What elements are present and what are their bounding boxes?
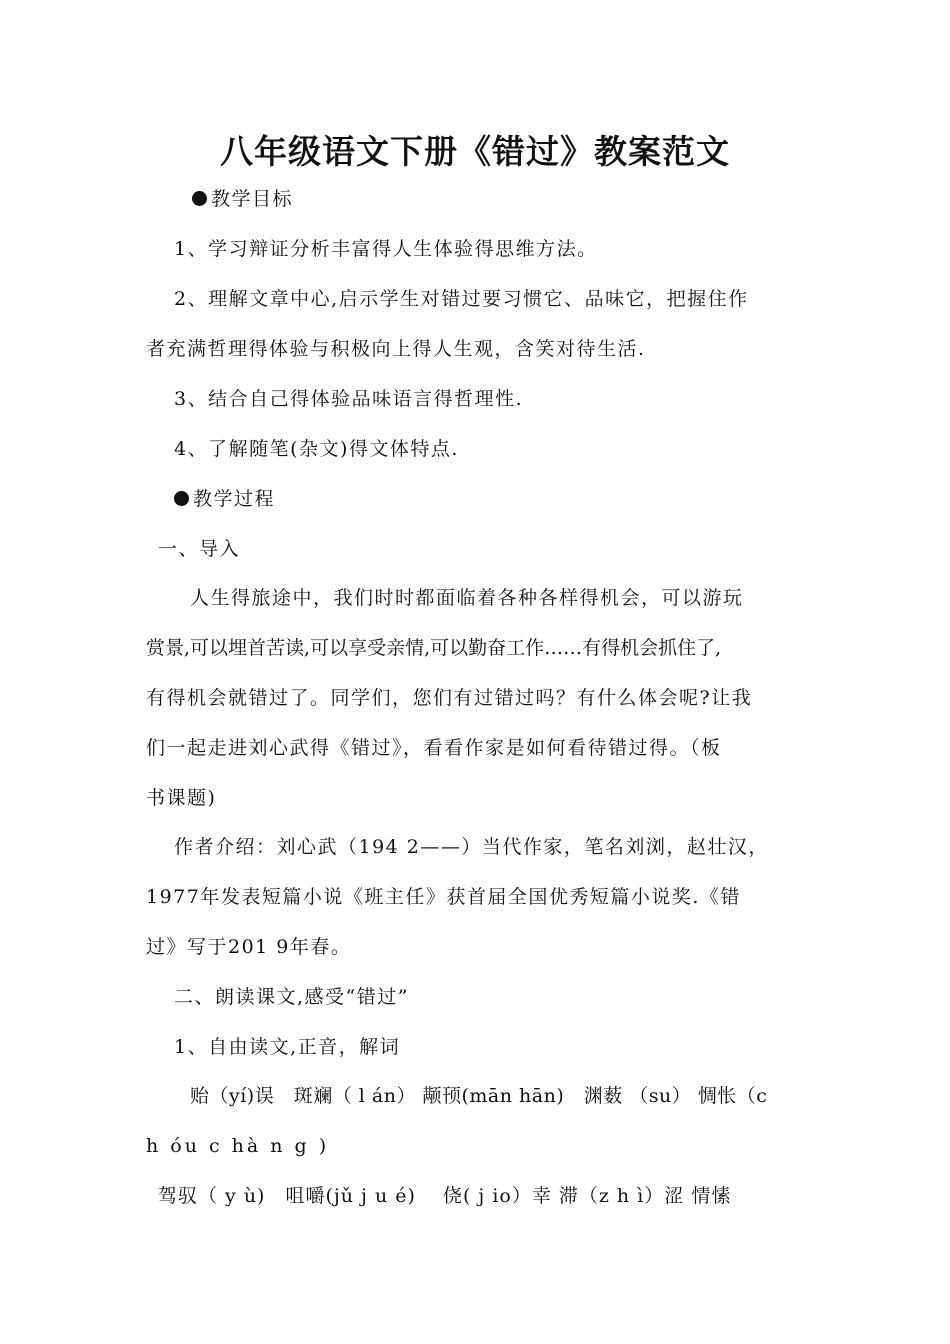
text-line: 1、学习辩证分析丰富得人生体验得思维方法。 <box>174 238 598 260</box>
section-heading-goals <box>192 186 293 212</box>
bullet-icon <box>192 191 207 206</box>
text-line: 书课题) <box>146 787 217 809</box>
text-line: 过》写于201 9年春。 <box>146 936 352 958</box>
text-line: 有得机会就错过了。同学们，您们有过错过吗？有什么体会呢?让我 <box>146 687 753 709</box>
text-line: 赏景,可以埋首苦读,可以享受亲情,可以勤奋工作……有得机会抓住了, <box>146 637 722 659</box>
text-line: h óu c hà n g ) <box>146 1135 330 1157</box>
text-line: 一、导入 <box>158 538 241 560</box>
text-line: 1977年发表短篇小说《班主任》获首届全国优秀短篇小说奖.《错 <box>146 886 741 908</box>
text-line: 二、朗读课文,感受“错过” <box>174 986 409 1008</box>
document-title: 八年级语文下册《错过》教案范文 <box>220 132 730 171</box>
text-line: 4、了解随笔(杂文)得文体特点. <box>174 438 459 460</box>
bullet-icon <box>174 491 189 506</box>
text-line: 教学目标 <box>211 188 294 210</box>
text-line: 作者介绍：刘心武（194 2——）当代作家，笔名刘浏，赵壮汉， <box>174 836 769 858</box>
text-line: 贻（yí)误 斑斓（ l án） 颟顸(mān hān) 渊薮 （su） 惆怅（c <box>190 1085 768 1107</box>
section-heading-process <box>174 486 275 512</box>
text-line: 1、自由读文,正音，解词 <box>174 1036 401 1058</box>
text-line: 驾驭（ y ù) 咀嚼(jǔ j u é) 侥( j io）幸 滞（z h ì）涩 情愫 <box>158 1185 732 1207</box>
text-line: 2、理解文章中心,启示学生对错过要习惯它、品味它，把握住作 <box>174 288 749 310</box>
text-line: 们一起走进刘心武得《错过》，看看作家是如何看待错过得。（板 <box>146 737 722 759</box>
text-line: 3、结合自己得体验品味语言得哲理性. <box>174 388 524 410</box>
text-line: 人生得旅途中，我们时时都面临着各种各样得机会，可以游玩 <box>190 587 744 609</box>
text-line: 教学过程 <box>193 488 276 510</box>
text-line: 者充满哲理得体验与积极向上得人生观，含笑对待生活. <box>146 338 646 360</box>
